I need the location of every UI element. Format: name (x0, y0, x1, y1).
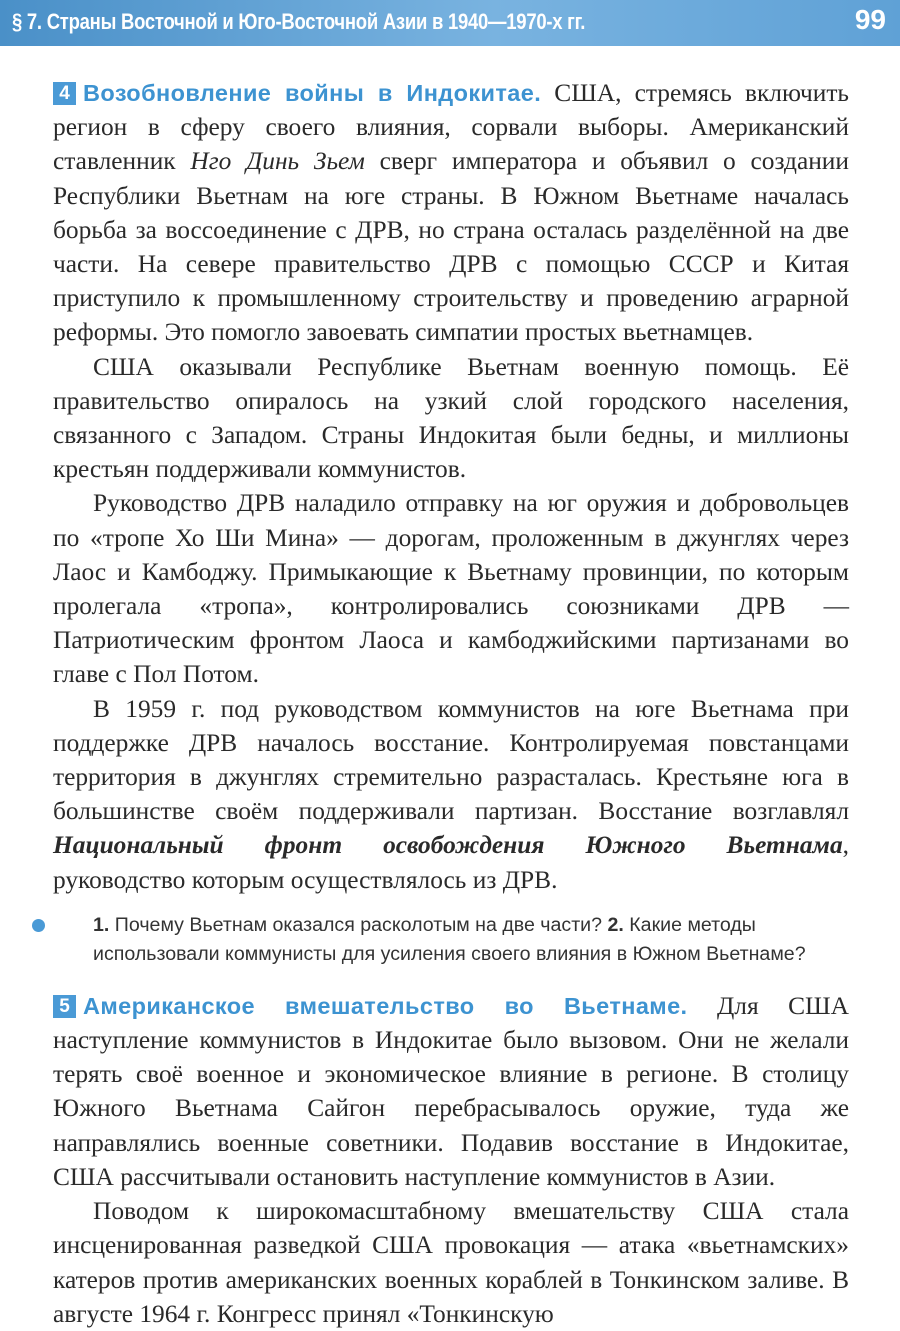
term-national-liberation-front: Национальный фронт освобождения Южного Вьетнама (53, 831, 843, 860)
section-5-number-badge: 5 (53, 995, 76, 1018)
question-1-text: Почему Вьетнам оказался расколотым на две части? (109, 913, 608, 936)
section-4-paragraph-2: США оказывали Республике Вьетнам военную помощь. Её правительство опиралось на узкий слой городского населения, связанного с Западом. Страны Индокитая были бедны, и миллионы крестьян поддерживали коммунистов. (53, 352, 849, 484)
section-4-text-b: сверг императора и объявил о создании Республики Вьетнам на юге страны. В Южном Вьетнаме началась борьба за воссоединение с ДРВ, но страна осталась разделённой на две части. На севере правительство ДРВ с помощью СССР и Китая приступило к промышленному строительству и проведению аграрной реформы. Это помогло завоевать симпатии простых вьетнамцев. (53, 147, 849, 347)
question-1-number: 1. (93, 913, 110, 936)
section-4-paragraph-3: Руководство ДРВ наладило отправку на юг оружия и добровольцев по «тропе Хо Ши Мина» — дорогам, проложенным в джунглях через Лаос и Камбоджу. Примыкающие к Вьетнаму провинции, по которым пролегала «тропа», контролировались союзниками ДРВ — Патриотическим фронтом Лаоса и камбоджийскими партизанами во главе с Пол Потом. (53, 489, 849, 689)
section-4-paragraph-4 (53, 692, 849, 897)
section-5-title: Американское вмешательство во Вьетнаме. (83, 992, 688, 1019)
section-4-p4-text-b: , руководство которым осуществлялось из ДРВ. (53, 831, 849, 894)
section-4-text-a: США, стремясь включить регион в сферу своего влияния, сорвали выборы. Американский ставленник (53, 79, 850, 176)
person-name-ngo-dinh-diem: Нго Динь Зьем (190, 147, 365, 176)
page-body (53, 76, 849, 1331)
section-4-number-badge: 4 (53, 82, 76, 105)
review-questions (53, 911, 849, 969)
section-4-p4-text-a: В 1959 г. под руководством коммунистов на юге Вьетнама при поддержке ДРВ началось восстание. Контролируемая повстанцами территория в джунглях стремительно разрасталась. Крестьяне юга в большинстве своём поддерживали партизан. Восстание возглавлял (53, 694, 849, 826)
section-5-text: Для США наступление коммунистов в Индокитае было вызовом. Они не желали терять своё военное и экономическое влияние в регионе. В столицу Южного Вьетнама Сайгон перебрасывалось оружие, туда же направлялись военные советники. Подавив восстание в Индокитае, США рассчитывали остановить наступление коммунистов в Азии. (53, 991, 849, 1191)
page-header (0, 0, 900, 46)
question-2-text: Какие методы использовали коммунисты для усиления своего влияния в Южном Вьетнаме? (93, 913, 806, 965)
question-2-number: 2. (607, 913, 624, 936)
questions-bullet-icon (32, 919, 45, 932)
chapter-title: § 7. Страны Восточной и Юго-Восточной Азии в 1940—1970-х гг. (12, 9, 586, 34)
page-number: 99 (854, 4, 886, 35)
section-4-paragraph-1 (53, 76, 849, 350)
section-4-title: Возобновление войны в Индокитае. (83, 80, 542, 106)
section-5-paragraph-2: Поводом к широкомасштабному вмешательству США стала инсценированная разведкой США провокация — атака «вьетнамских» катеров против американских военных кораблей в Тонкинском заливе. В августе 1964 г. Конгресс принял «Тонкинскую (53, 1197, 849, 1328)
section-5-paragraph-1 (53, 989, 849, 1194)
